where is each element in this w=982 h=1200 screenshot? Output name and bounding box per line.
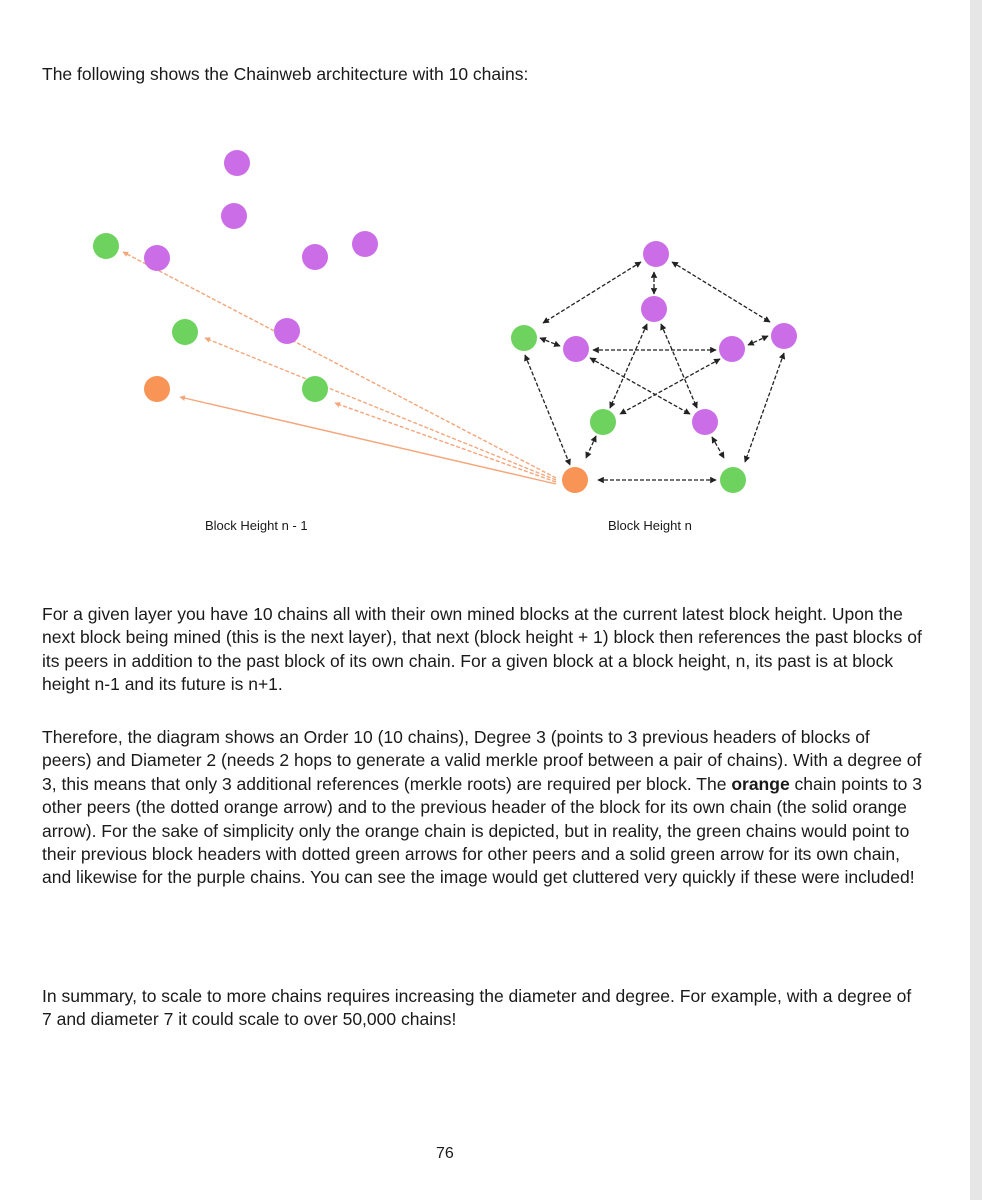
block-height-n-minus-1-nodes — [93, 150, 378, 402]
chain-node-green — [511, 325, 537, 351]
chain-node-purple — [224, 150, 250, 176]
paragraph-text: chain points to 3 other peers (the dotted orange arrow) and to the previous header of the block for its own chain (the solid orange arrow). For the sake of simplicity only the orange chain is depicted, but in reality, the green chains would point to their previous block headers with dotted green arrows for other peers and a solid green arrow for its own chain, and likewise for the purple chains. You can see the image would get cluttered very quickly if these were included! — [42, 773, 922, 888]
chain-node-purple — [771, 323, 797, 349]
chain-node-green — [172, 319, 198, 345]
peer-reference-arrows — [525, 262, 784, 480]
chain-node-green — [93, 233, 119, 259]
chain-node-purple — [221, 203, 247, 229]
chain-node-purple — [692, 409, 718, 435]
chain-node-orange — [144, 376, 170, 402]
orange-solid-arrow — [180, 397, 556, 484]
label-block-height-n-minus-1: Block Height n - 1 — [205, 518, 308, 533]
chain-node-purple — [352, 231, 378, 257]
intro-text: The following shows the Chainweb architecture with 10 chains: — [42, 64, 529, 84]
paragraph-layers: For a given layer you have 10 chains all with their own mined blocks at the current latest block height. Upon the next block being mined (this is the next layer), that next (block height + 1) block then references the past blocks of its peers in addition to the past block of its own chain. For a given block at a block height, n, its past is at block height n-1 and its future is n+1. — [42, 604, 922, 695]
bold-orange-word: orange — [731, 773, 790, 794]
chain-node-orange — [562, 467, 588, 493]
paragraph-order-degree-diameter — [42, 726, 922, 890]
chain-node-purple — [641, 296, 667, 322]
chain-node-green — [720, 467, 746, 493]
chain-node-purple — [563, 336, 589, 362]
chain-node-purple — [274, 318, 300, 344]
orange-reference-lines — [123, 252, 556, 484]
chain-node-purple — [643, 241, 669, 267]
chainweb-diagram — [0, 130, 982, 550]
orange-dotted-arrow-2 — [205, 338, 556, 480]
label-block-height-n: Block Height n — [608, 518, 692, 533]
paragraph-summary: In summary, to scale to more chains requires increasing the diameter and degree. For example, with a degree of 7 and diameter 7 it could scale to over 50,000 chains! — [42, 986, 912, 1030]
chain-node-purple — [302, 244, 328, 270]
chain-node-green — [590, 409, 616, 435]
chain-node-purple — [144, 245, 170, 271]
paragraph-text: Therefore, the diagram shows an Order 10 (10 chains), Degree 3 (points to 3 previous headers of blocks of peers) and Diameter 2 (needs 2 hops to generate a valid merkle proof between a pair of chains). With a degree of 3, this means that only 3 additional references (merkle roots) are required per block. The — [42, 727, 922, 794]
orange-dotted-arrow-1 — [123, 252, 556, 478]
chain-node-purple — [719, 336, 745, 362]
chain-node-green — [302, 376, 328, 402]
page-number: 76 — [436, 1145, 454, 1162]
orange-dotted-arrow-3 — [335, 403, 556, 482]
